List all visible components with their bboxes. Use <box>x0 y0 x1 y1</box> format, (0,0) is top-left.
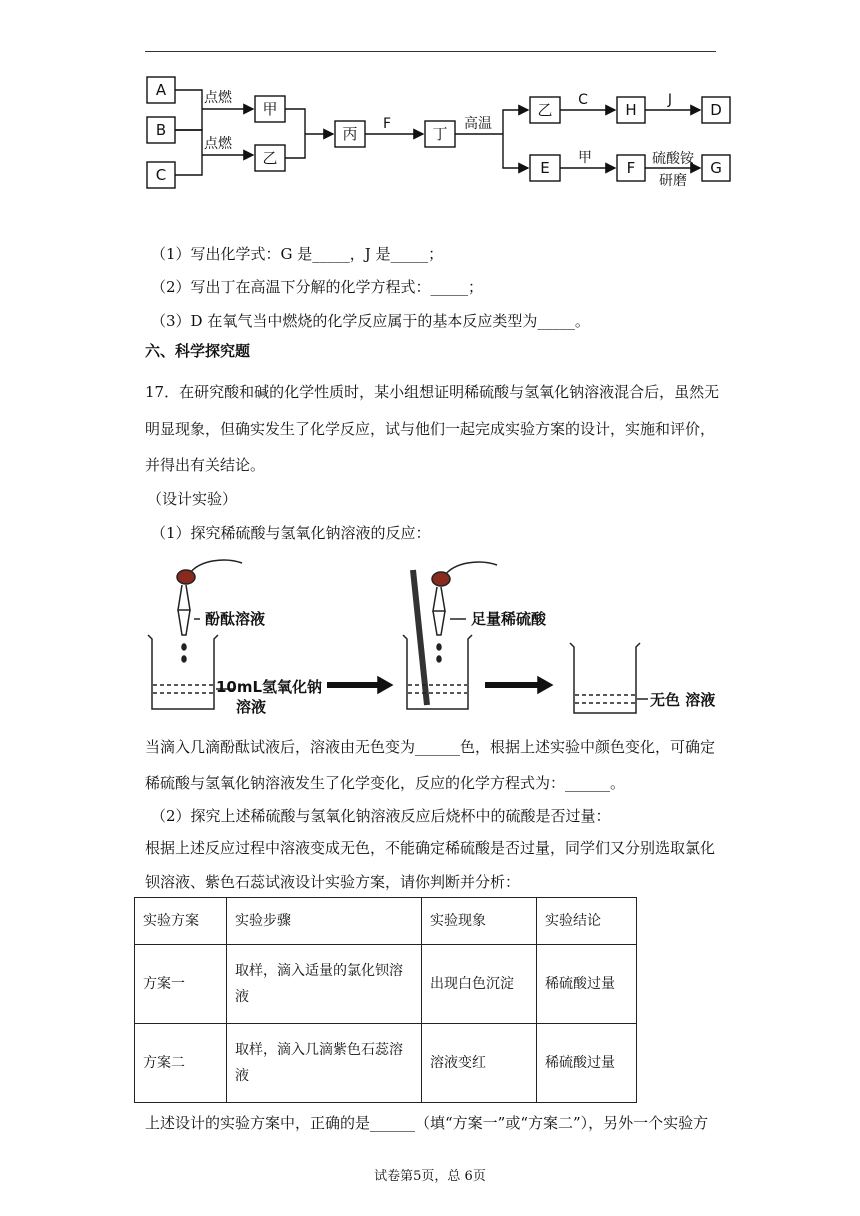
arrow-label-f: F <box>382 116 392 132</box>
box-label: G <box>710 159 722 177</box>
box-label: A <box>155 81 167 99</box>
box-label: 乙 <box>537 101 553 119</box>
box-label: C <box>155 166 167 184</box>
label-phenolphthalein: 酚酞溶液 <box>205 610 266 628</box>
page-footer: 试卷第5页，总 6页 <box>374 1169 486 1184</box>
box-label: D <box>710 101 722 119</box>
label-excess-acid: 足量稀硫酸 <box>471 610 547 628</box>
label-naoh-line1: 10mL氢氧化钠 <box>216 678 323 696</box>
table-cell-plan: 方案二 <box>135 1024 227 1103</box>
hand-icon <box>190 560 242 573</box>
table-cell-plan: 方案一 <box>135 945 227 1024</box>
box-label: 甲 <box>262 100 278 118</box>
arrow-label-grind: 研磨 <box>659 173 687 189</box>
table-cell-step <box>227 1024 422 1103</box>
experiment-figure <box>0 555 860 725</box>
design-heading: （设计实验） <box>147 490 238 508</box>
table-header: 实验方案 <box>135 898 227 945</box>
question-2: （2）写出丁在高温下分解的化学方程式：_____； <box>151 278 484 296</box>
arrow-label-j: J <box>667 92 673 108</box>
reaction-flow-diagram <box>0 0 860 200</box>
question-1: （1）写出化学式：G 是_____，J 是_____； <box>151 245 444 263</box>
q17-line-3: 并得出有关结论。 <box>145 456 266 474</box>
q17-line-1: 17．在研究酸和碱的化学性质时，某小组想证明稀硫酸与氢氧化钠溶液混合后，虽然无 <box>145 383 720 401</box>
box-label: 乙 <box>262 149 278 167</box>
label-colorless-solution: 无色 溶液 <box>650 691 716 709</box>
box-label: E <box>540 159 550 177</box>
q17-line-2: 明显现象，但确实发生了化学反应，试与他们一起完成实验方案的设计，实施和评价， <box>145 420 716 438</box>
box-label: F <box>626 159 636 177</box>
table-cell-conclusion: 稀硫酸过量 <box>537 1024 637 1103</box>
box-label: 丙 <box>342 125 358 143</box>
part-1-heading: （1）探究稀硫酸与氢氧化钠溶液的反应： <box>151 524 431 542</box>
label-naoh-line2: 溶液 <box>236 698 267 716</box>
after-figure-line-4: 钡溶液、紫色石蕊试液设计实验方案，请你判断并分析： <box>145 873 521 891</box>
table-header-row <box>135 898 637 945</box>
table-row <box>135 945 637 1024</box>
box-label: H <box>625 101 637 119</box>
table-header: 实验现象 <box>422 898 537 945</box>
step-line: 取样，滴入适量的氯化钡溶 <box>235 963 403 979</box>
table-cell-phenomenon: 溶液变红 <box>422 1024 537 1103</box>
table-header: 实验步骤 <box>227 898 422 945</box>
table-row <box>135 1024 637 1103</box>
arrow-label-ignite: 点燃 <box>204 136 232 152</box>
step-line: 液 <box>235 989 249 1005</box>
table-cell-conclusion: 稀硫酸过量 <box>537 945 637 1024</box>
table-cell-step <box>227 945 422 1024</box>
box-label: B <box>155 121 167 139</box>
arrow-label-c: C <box>578 92 588 108</box>
step-line: 液 <box>235 1068 249 1084</box>
arrow-label-ignite: 点燃 <box>204 90 232 106</box>
closing-line: 上述设计的实验方案中，正确的是______（填“方案一”或“方案二”），另外一个实验方 <box>145 1114 709 1132</box>
box-label: 丁 <box>432 125 448 143</box>
after-figure-line-1: 当滴入几滴酚酞试液后，溶液由无色变为______色，根据上述实验中颜色变化，可确定 <box>145 738 716 756</box>
arrow-label-jia: 甲 <box>578 150 592 166</box>
part-2-heading: （2）探究上述稀硫酸与氢氧化钠溶液反应后烧杯中的硫酸是否过量： <box>151 807 611 825</box>
arrow-label-high-temp: 高温 <box>464 116 492 132</box>
table-cell-phenomenon: 出现白色沉淀 <box>422 945 537 1024</box>
experiment-table <box>134 897 637 1103</box>
after-figure-line-3: 根据上述反应过程中溶液变成无色，不能确定稀硫酸是否过量，同学们又分别选取氯化 <box>145 839 716 857</box>
section-title: 六、科学探究题 <box>145 342 251 360</box>
question-3: （3）D 在氧气当中燃烧的化学反应属于的基本反应类型为_____。 <box>151 312 590 330</box>
step-line: 取样，滴入几滴紫色石蕊溶 <box>235 1042 403 1058</box>
after-figure-line-2: 稀硫酸与氢氧化钠溶液发生了化学变化，反应的化学方程式为：______。 <box>145 774 626 792</box>
table-header: 实验结论 <box>537 898 637 945</box>
arrow-label-ammonium-sulfate: 硫酸铵 <box>652 151 694 167</box>
